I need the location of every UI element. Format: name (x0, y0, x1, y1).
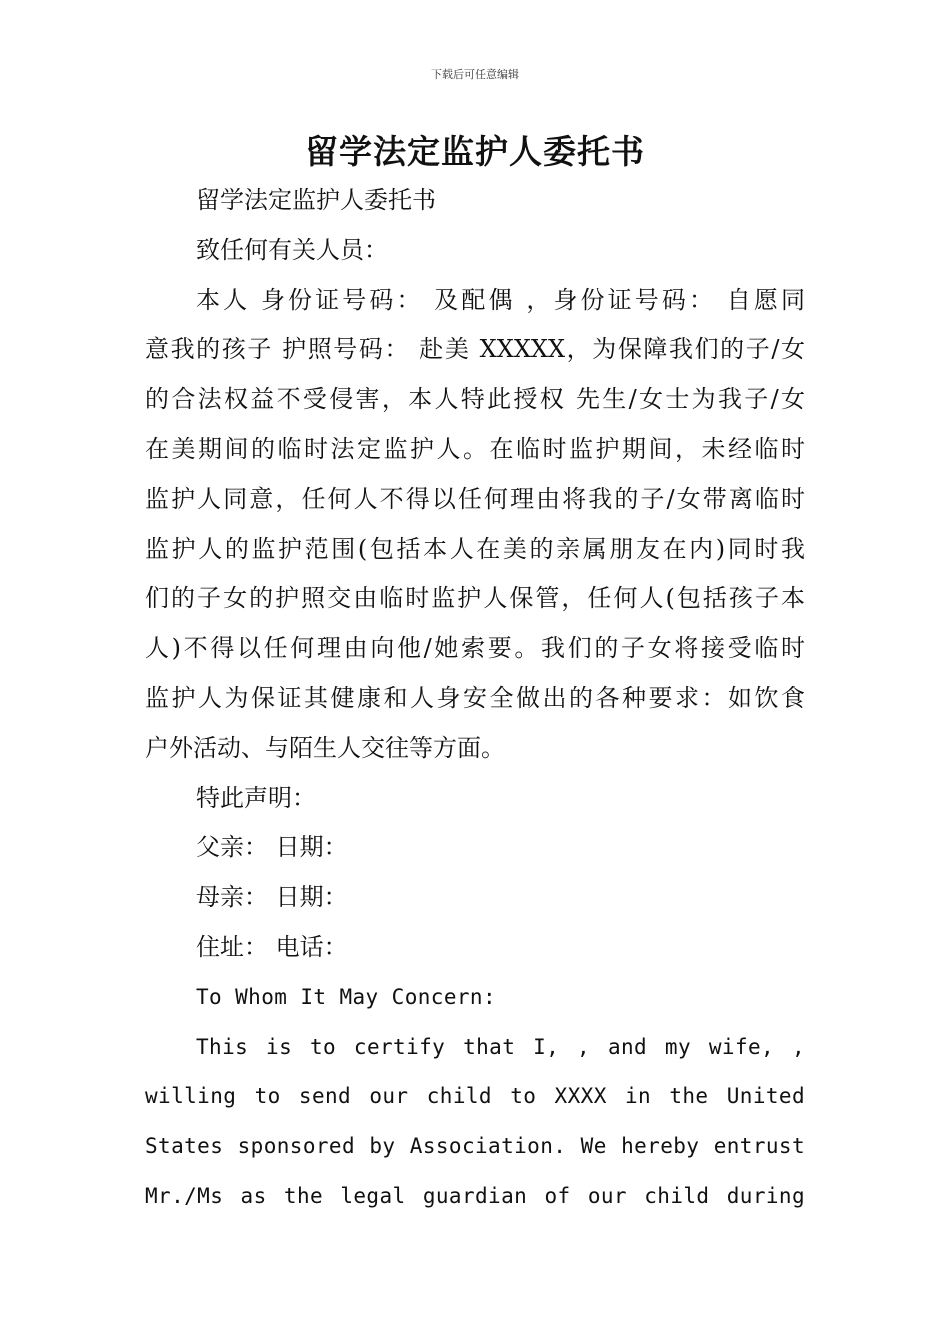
english-salutation-line: To Whom It May Concern: (196, 984, 496, 1009)
paragraph-line: 们的子女的护照交由临时监护人保管，任何人(包括孩子本 (145, 584, 805, 613)
mother-signature-line: 母亲： 日期： (196, 883, 348, 912)
document-title: 留学法定监护人委托书 (305, 132, 645, 171)
document-body (145, 176, 805, 1222)
paragraph-line: 户外活动、与陌生人交往等方面。 (145, 733, 505, 762)
paragraph-line: 本人 身份证号码： 及配偶 ，身份证号码： 自愿同 (196, 285, 805, 314)
declaration-line: 特此声明： (196, 783, 316, 812)
english-paragraph-line: willing to send our child to XXXX in the United (145, 1084, 805, 1109)
father-signature-line: 父亲： 日期： (196, 833, 348, 862)
address-phone-line: 住址： 电话： (196, 932, 348, 961)
paragraph-line: 监护人为保证其健康和人身安全做出的各种要求：如饮食 (145, 683, 805, 712)
paragraph-line: 监护人同意，任何人不得以任何理由将我的子/女带离临时 (145, 484, 805, 513)
paragraph-line: 监护人的监护范围(包括本人在美的亲属朋友在内)同时我 (145, 534, 805, 563)
header-note: 下载后可任意编辑 (431, 68, 519, 81)
english-paragraph-line: States sponsored by Association. We hereby entrust (145, 1134, 805, 1159)
paragraph-line: 的合法权益不受侵害，本人特此授权 先生/女士为我子/女 (145, 385, 805, 414)
paragraph-line: 在美期间的临时法定监护人。在临时监护期间，未经临时 (145, 434, 805, 463)
salutation-line: 致任何有关人员： (196, 235, 388, 264)
subtitle-line: 留学法定监护人委托书 (196, 186, 436, 214)
paragraph-line: 意我的孩子 护照号码： 赴美 XXXXX，为保障我们的子/女 (145, 335, 805, 364)
english-paragraph-line: Mr./Ms as the legal guardian of our child during (145, 1183, 805, 1208)
paragraph-line: 人)不得以任何理由向他/她索要。我们的子女将接受临时 (145, 634, 805, 663)
english-paragraph-line: This is to certify that I, , and my wife, , (196, 1034, 805, 1059)
